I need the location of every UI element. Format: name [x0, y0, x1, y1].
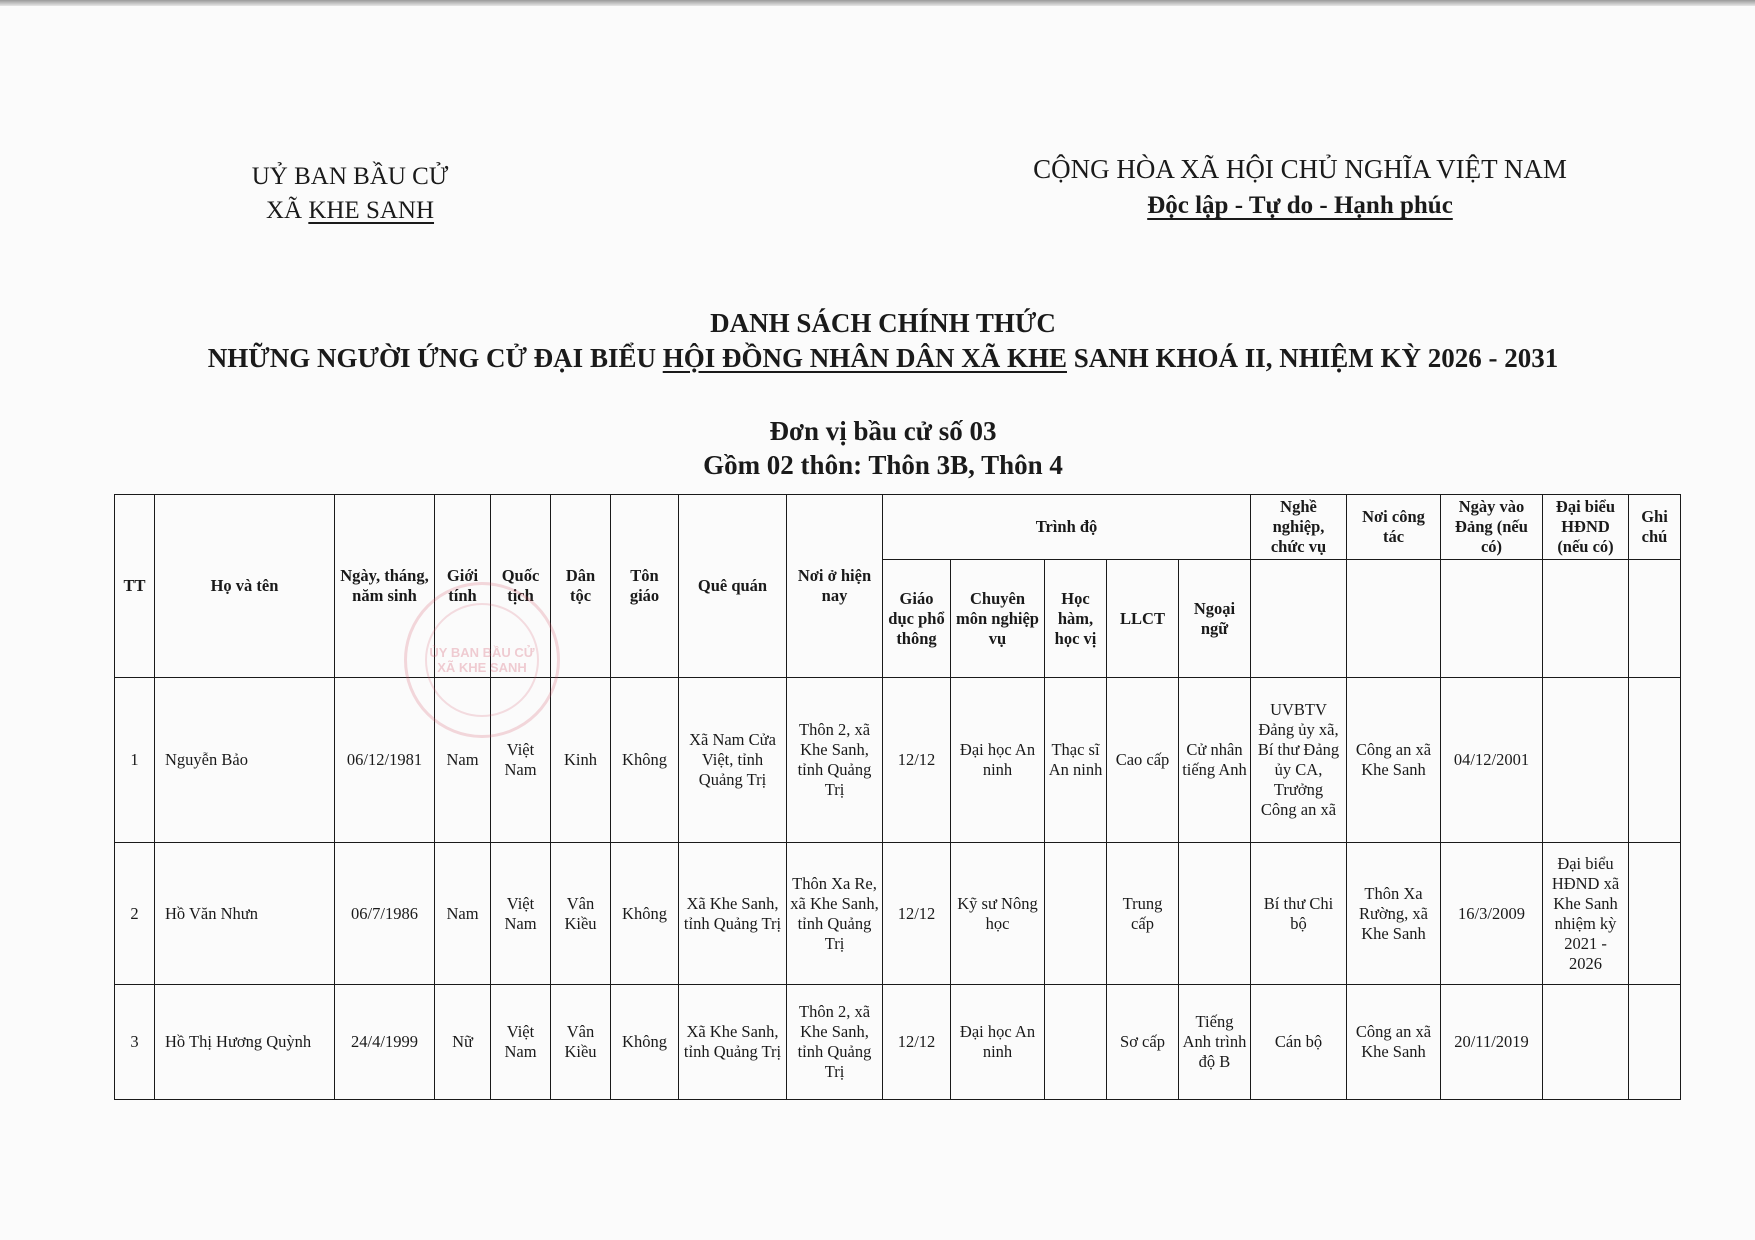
col-note: Ghi chú: [1629, 495, 1681, 560]
cell-hdnd: Đại biểu HĐND xã Khe Sanh nhiệm kỳ 2021 - 2026: [1543, 843, 1629, 985]
col-residence: Nơi ở hiện nay: [787, 495, 883, 678]
cell-party-date: 04/12/2001: [1441, 678, 1543, 843]
cell-name: Hồ Văn Nhưn: [155, 843, 335, 985]
official-seal: [404, 582, 560, 738]
col-name: Họ và tên: [155, 495, 335, 678]
candidate-table: [114, 494, 1681, 1100]
cell-workplace: Công an xã Khe Sanh: [1347, 985, 1441, 1100]
cell-religion: Không: [611, 985, 679, 1100]
cell-name: Hồ Thị Hương Quỳnh: [155, 985, 335, 1100]
table-row: [115, 985, 1681, 1100]
scan-edge-shadow: [0, 0, 1755, 6]
cell-residence: Thôn 2, xã Khe Sanh, tỉnh Quảng Trị: [787, 678, 883, 843]
cell-llct: Cao cấp: [1107, 678, 1179, 843]
col-workplace: Nơi công tác: [1347, 495, 1441, 560]
col-general-edu: Giáo dục phổ thông: [883, 560, 951, 678]
cell-occupation: UVBTV Đảng ủy xã, Bí thư Đảng ủy CA, Trưởng Công an xã: [1251, 678, 1347, 843]
title-line-2c: SANH KHOÁ II, NHIỆM KỲ 2026 - 2031: [1066, 343, 1559, 373]
title-line-2a: NHỮNG NGƯỜI ỨNG CỬ ĐẠI BIỂU: [207, 343, 663, 373]
cell-hdnd: [1543, 678, 1629, 843]
cell-tt: 1: [115, 678, 155, 843]
title-line-2b: HỘI ĐỒNG NHÂN DÂN XÃ KHE: [662, 343, 1067, 373]
cell-professional: Kỹ sư Nông học: [951, 843, 1045, 985]
electoral-unit: [90, 414, 1676, 482]
col-occupation: Nghề nghiệp, chức vụ: [1251, 495, 1347, 560]
cell-language: Tiếng Anh trình độ B: [1179, 985, 1251, 1100]
cell-nationality: Việt Nam: [491, 985, 551, 1100]
col-language: Ngoại ngữ: [1179, 560, 1251, 678]
cell-llct: Sơ cấp: [1107, 985, 1179, 1100]
note-sub-blank: [1629, 560, 1681, 678]
seal-text: ỦY BAN BẦU CỬ XÃ KHE SANH: [429, 645, 535, 675]
cell-party-date: 16/3/2009: [1441, 843, 1543, 985]
cell-ethnicity: Kinh: [551, 678, 611, 843]
occupation-sub-blank: [1251, 560, 1347, 678]
seal-inner-ring: [425, 603, 539, 717]
col-gender: Giới tính: [435, 495, 491, 678]
col-hometown: Quê quán: [679, 495, 787, 678]
unit-villages: Gồm 02 thôn: Thôn 3B, Thôn 4: [703, 450, 1063, 480]
cell-note: [1629, 843, 1681, 985]
cell-hometown: Xã Khe Sanh, tỉnh Quảng Trị: [679, 985, 787, 1100]
authority-line-2: [200, 194, 500, 228]
cell-dob: 06/12/1981: [335, 678, 435, 843]
col-hdnd: Đại biểu HĐND (nếu có): [1543, 495, 1629, 560]
col-party-date: Ngày vào Đảng (nếu có): [1441, 495, 1543, 560]
cell-workplace: Công an xã Khe Sanh: [1347, 678, 1441, 843]
cell-academic: Thạc sĩ An ninh: [1045, 678, 1107, 843]
cell-residence: Thôn Xa Re, xã Khe Sanh, tỉnh Quảng Trị: [787, 843, 883, 985]
cell-nationality: Việt Nam: [491, 678, 551, 843]
table-header-row: [115, 495, 1681, 560]
issuing-authority: [200, 160, 500, 228]
workplace-sub-blank: [1347, 560, 1441, 678]
cell-gender: Nữ: [435, 985, 491, 1100]
col-llct: LLCT: [1107, 560, 1179, 678]
cell-residence: Thôn 2, xã Khe Sanh, tỉnh Quảng Trị: [787, 985, 883, 1100]
cell-gender: Nam: [435, 678, 491, 843]
national-header: [960, 152, 1640, 223]
country-name: CỘNG HÒA XÃ HỘI CHỦ NGHĨA VIỆT NAM: [1033, 154, 1567, 184]
cell-ethnicity: Vân Kiều: [551, 843, 611, 985]
cell-general-edu: 12/12: [883, 678, 951, 843]
cell-hdnd: [1543, 985, 1629, 1100]
col-religion: Tôn giáo: [611, 495, 679, 678]
cell-academic: [1045, 843, 1107, 985]
unit-number: Đơn vị bầu cử số 03: [769, 416, 997, 446]
col-dob: Ngày, tháng, năm sinh: [335, 495, 435, 678]
cell-dob: 06/7/1986: [335, 843, 435, 985]
cell-note: [1629, 678, 1681, 843]
cell-tt: 3: [115, 985, 155, 1100]
col-ethnicity: Dân tộc: [551, 495, 611, 678]
col-tt: TT: [115, 495, 155, 678]
hdnd-sub-blank: [1543, 560, 1629, 678]
cell-nationality: Việt Nam: [491, 843, 551, 985]
cell-language: [1179, 843, 1251, 985]
cell-occupation: Bí thư Chi bộ: [1251, 843, 1347, 985]
cell-party-date: 20/11/2019: [1441, 985, 1543, 1100]
cell-llct: Trung cấp: [1107, 843, 1179, 985]
cell-religion: Không: [611, 843, 679, 985]
col-nationality: Quốc tịch: [491, 495, 551, 678]
cell-hometown: Xã Nam Cửa Việt, tỉnh Quảng Trị: [679, 678, 787, 843]
cell-religion: Không: [611, 678, 679, 843]
table-row: [115, 843, 1681, 985]
authority-line-1: UỶ BAN BẦU CỬ: [251, 163, 449, 190]
col-education-group: Trình độ: [883, 495, 1251, 560]
document-title: [90, 306, 1676, 376]
cell-tt: 2: [115, 843, 155, 985]
cell-workplace: Thôn Xa Rường, xã Khe Sanh: [1347, 843, 1441, 985]
cell-dob: 24/4/1999: [335, 985, 435, 1100]
cell-academic: [1045, 985, 1107, 1100]
cell-language: Cử nhân tiếng Anh: [1179, 678, 1251, 843]
cell-gender: Nam: [435, 843, 491, 985]
cell-general-edu: 12/12: [883, 985, 951, 1100]
cell-name: Nguyễn Bảo: [155, 678, 335, 843]
cell-hometown: Xã Khe Sanh, tỉnh Quảng Trị: [679, 843, 787, 985]
party-date-sub-blank: [1441, 560, 1543, 678]
title-line-1: DANH SÁCH CHÍNH THỨC: [710, 308, 1056, 338]
cell-occupation: Cán bộ: [1251, 985, 1347, 1100]
cell-general-edu: 12/12: [883, 843, 951, 985]
title-line-2: [90, 341, 1676, 376]
authority-prefix: XÃ: [265, 197, 309, 224]
cell-note: [1629, 985, 1681, 1100]
cell-ethnicity: Vân Kiều: [551, 985, 611, 1100]
col-academic: Học hàm, học vị: [1045, 560, 1107, 678]
national-motto: Độc lập - Tự do - Hạnh phúc: [1147, 192, 1453, 219]
authority-commune: KHE SANH: [308, 197, 435, 224]
cell-professional: Đại học An ninh: [951, 985, 1045, 1100]
table-row: [115, 678, 1681, 843]
cell-professional: Đại học An ninh: [951, 678, 1045, 843]
col-professional: Chuyên môn nghiệp vụ: [951, 560, 1045, 678]
